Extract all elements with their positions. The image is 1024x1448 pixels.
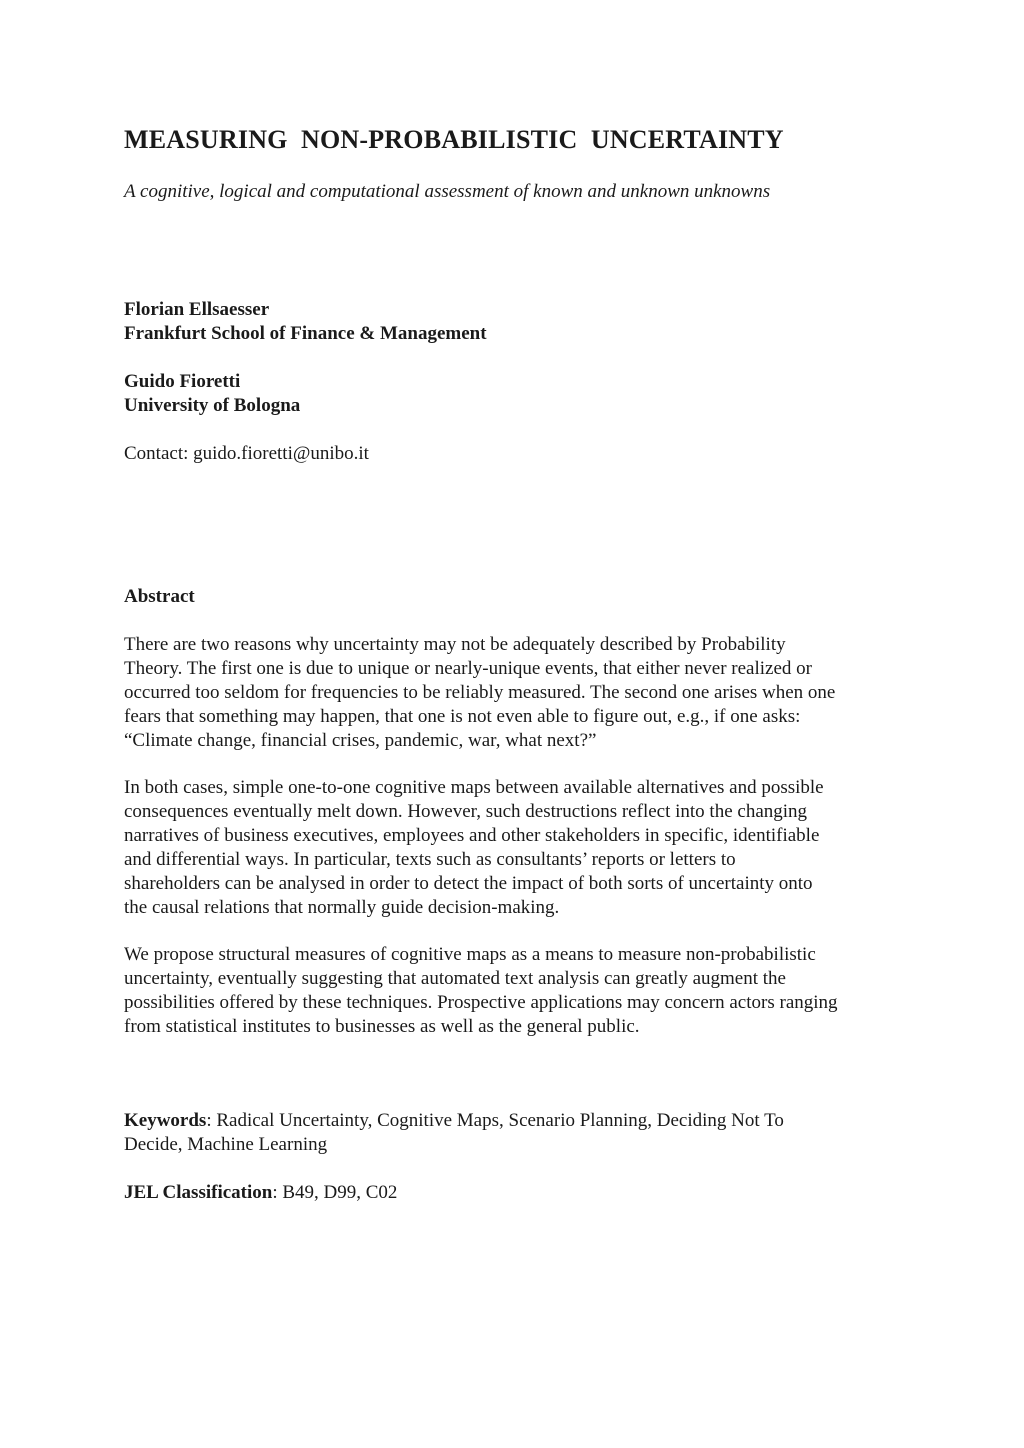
author-name: Florian Ellsaesser — [124, 299, 270, 320]
text-line: the causal relations that normally guide decision-making. — [124, 897, 560, 918]
abstract-paragraph — [124, 776, 914, 920]
author-affiliation: Frankfurt School of Finance & Management — [124, 323, 487, 344]
paper-title: MEASURING NON-PROBABILISTIC UNCERTAINTY — [124, 125, 784, 154]
text-line: In both cases, simple one-to-one cognitive maps between available alternatives and possible — [124, 777, 824, 798]
text-line: Theory. The first one is due to unique or nearly-unique events, that either never realized or — [124, 658, 812, 679]
text-line: uncertainty, eventually suggesting that automated text analysis can greatly augment the — [124, 968, 786, 989]
abstract-heading: Abstract — [124, 586, 195, 607]
jel-value: : B49, D99, C02 — [272, 1182, 398, 1203]
text-line: consequences eventually melt down. However, such destructions reflect into the changing — [124, 801, 808, 822]
jel-classification — [124, 1181, 397, 1205]
keywords-text: : Radical Uncertainty, Cognitive Maps, Scenario Planning, Deciding Not To — [206, 1110, 784, 1131]
text-line: We propose structural measures of cognitive maps as a means to measure non-probabilistic — [124, 944, 816, 965]
contact-line: Contact: guido.fioretti@unibo.it — [124, 443, 369, 464]
text-line: from statistical institutes to businesses as well as the general public. — [124, 1016, 640, 1037]
keywords-label: Keywords — [124, 1110, 207, 1131]
text-line: There are two reasons why uncertainty may not be adequately described by Probability — [124, 634, 786, 655]
author-block — [124, 298, 487, 346]
text-line: “Climate change, financial crises, pandemic, war, what next?” — [124, 730, 597, 751]
author-name: Guido Fioretti — [124, 371, 241, 392]
text-line: narratives of business executives, employees and other stakeholders in specific, identifiable — [124, 825, 820, 846]
author-affiliation: University of Bologna — [124, 395, 301, 416]
paper-subtitle: A cognitive, logical and computational assessment of known and unknown unknowns — [124, 181, 771, 202]
text-line: shareholders can be analysed in order to detect the impact of both sorts of uncertainty onto — [124, 873, 813, 894]
keywords-block — [124, 1109, 914, 1157]
keywords-line: Decide, Machine Learning — [124, 1134, 328, 1155]
abstract-paragraph — [124, 633, 914, 753]
abstract-paragraph — [124, 943, 914, 1039]
jel-label: JEL Classification — [124, 1182, 273, 1203]
text-line: and differential ways. In particular, texts such as consultants’ reports or letters to — [124, 849, 736, 870]
author-block — [124, 370, 300, 418]
text-line: possibilities offered by these techniques. Prospective applications may concern actors ranging — [124, 992, 838, 1013]
keywords-line — [124, 1109, 914, 1133]
text-line: occurred too seldom for frequencies to be reliably measured. The second one arises when one — [124, 682, 836, 703]
text-line: fears that something may happen, that one is not even able to figure out, e.g., if one asks: — [124, 706, 801, 727]
